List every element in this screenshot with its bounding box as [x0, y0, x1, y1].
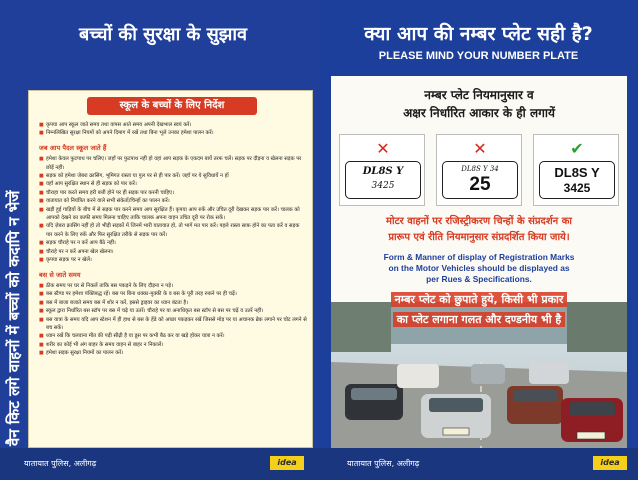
card-body	[39, 121, 307, 358]
walking-rules-list	[39, 155, 307, 264]
child-safety-title: बच्चों की सुरक्षा के सुझाव	[78, 24, 248, 45]
list-item: ■ सड़क चौराहे पर न करें आप बैठे नहीं।	[39, 239, 307, 247]
list-item: ■ वहाँ आप सुरक्षित स्थान से ही सड़क को पार करें।	[39, 180, 307, 188]
warning-line: का प्लेट लगाना गलत और दण्डनीय भी है	[393, 312, 566, 327]
registration-line: on the Motor Vehicles should be displayed as	[388, 263, 570, 273]
registration-line: प्रारूप एवं रीति नियमानुसार संप्रदर्शित किया जाये।	[388, 232, 570, 243]
number-plate-card	[331, 76, 627, 448]
list-item: ■ बस स्टैण्ड पर हमेशा पंक्तिबद्ध रहें। बस पर बिना धक्का-मुक्की के व बस के पूरी तरह रुकने पर ही चढ़ें।	[39, 290, 307, 298]
registration-line: मोटर वाहनों पर रजिस्ट्रीकरण चिन्हों के संप्रदर्शन का	[386, 216, 572, 227]
list-item: ■ ध्यान रखें कि चलवाना मीत की पड़ी सीढ़ी है या डूस पर कभी बैठ कर या खड़े होकर यात्रा न करें।	[39, 332, 307, 340]
number-plate-question-title: क्या आप की नम्बर प्लेट सही है?	[364, 23, 593, 45]
list-item: ■ चौराहा पार करते समय हरी बत्ती होने पर ही सड़क पार करनी चाहिए।	[39, 189, 307, 197]
plate-example-wrong-1	[339, 134, 425, 206]
list-item: ■ बस में बाजा बजाते समय बस में शोर न करें, इससे ड्राइवर का ध्यान बंटता है।	[39, 299, 307, 307]
plate-example-correct	[533, 134, 619, 206]
cross-icon: ✕	[376, 139, 390, 158]
plate-line: 25	[469, 174, 491, 195]
list-item: ■ निम्नलिखित सुरक्षा नियमों को अपने दिमाग में रखें तथा बिना भूले उनका हमेशा पालन करें।	[39, 129, 307, 137]
list-item: ■ शरीर का कोई भी अंग बाहर के समय वाहन से बाहर न निकालें।	[39, 341, 307, 349]
check-icon: ✔	[570, 139, 584, 158]
right-footer	[319, 448, 638, 480]
traffic-police-label: यातायात पुलिस, अलीगढ़	[24, 459, 97, 468]
plate-line: 3425	[563, 181, 591, 195]
walking-section-title: जब आप पैदल स्कूल जाते हैं	[39, 143, 107, 152]
plate-line: DL8S Y	[362, 166, 404, 177]
list-item: ■ सड़क को हमेशा जेबरा क्रासिंग, भूमिगत रास्ता या पुल पर से ही पार करें। जहाँ पर ये सुविधायें न हों	[39, 172, 307, 180]
number-plate	[442, 161, 518, 199]
bus-rules-list	[39, 282, 307, 358]
idea-logo: idea	[270, 456, 304, 470]
card-heading: स्कूल के बच्चों के लिए निर्देश	[87, 97, 257, 115]
number-plate-subtitle: PLEASE MIND YOUR NUMBER PLATE	[378, 50, 579, 62]
plate-rule-heading	[331, 86, 627, 122]
number-plate	[539, 161, 615, 199]
bus-section-title: बस से जाते समय	[39, 270, 81, 279]
warning-line: नम्बर प्लेट को छुपाते हुये, किसी भी प्रकार	[391, 292, 568, 307]
registration-line: per Rues & Specifications.	[426, 274, 532, 284]
list-item: ■ यातायात को नियंत्रित करने वाले सभी संकेतों/चिन्हों का पालन करें।	[39, 197, 307, 205]
plate-rule-line: नम्बर प्लेट नियमानुसार व	[424, 88, 534, 102]
plate-examples	[339, 134, 619, 206]
traffic-police-label: यातायात पुलिस, अलीगढ़	[347, 459, 420, 468]
list-item: ■ कृपया आप स्कूल जाते समय तथा वापस आते समय अपनी देखभाल स्वयं करें।	[39, 121, 307, 129]
registration-rule-english	[335, 252, 623, 285]
list-item: ■ बस यात्रा के समय यदि आप स्टेशन में ही हाथ से बस के हेंडे को अच्छा पकड़कर रखें जिससे मोड़ पर या अचानक ब्रेक लगाने पर चोट लगने से बच सकें।	[39, 316, 307, 333]
list-item: ■ खड़ी हुई गाड़ियों के बीच में से सड़क पार करने समय आप सुरक्षित हैं। कृपया आप रुकें और उचित दूरी देखकर सड़क पार करें। चालक को आपको देखने का काफी समय मिलना चाहिए ताकि चालक अपना वाहन उचित दूरी पर रोक सकें।	[39, 206, 307, 223]
intro-list	[39, 121, 307, 138]
list-item: ■ स्कूल द्वारा निर्धारित बस स्टॉप पर बस में चढ़े या उतरें। चौराहे पर या अनाधिकृत बस स्टॉप से बस पर चढ़ें व उतरें नहीं।	[39, 307, 307, 315]
cross-icon: ✕	[473, 139, 487, 158]
list-item: ■ यदि ज़ेबरा क्रासिंग नहीं हो तो भीड़ी सड़कों में जिनमें भारी यातायात हो, तो भागें मत पार करें। पहले रास्ता साफ़ होने का पता करें व सड़क पार करने के लिए रुकें और फिर सुरक्षित तरीके से सड़क पार करें।	[39, 222, 307, 239]
plate-line: DL8S Y 34	[461, 165, 499, 173]
plate-rule-line: अक्षर निर्धारित आकार के ही लगायें	[403, 106, 555, 120]
registration-line: Form & Manner of display of Registration Marks	[383, 252, 575, 262]
right-panel	[319, 0, 638, 480]
left-footer	[0, 448, 319, 480]
list-item: ■ ठीक समय पर घर से निकलें ताकि बस पकड़ने के लिए दौड़ना न पड़े।	[39, 282, 307, 290]
list-item: ■ हमेशा सड़क सुरक्षा नियमों का पालन करें।	[39, 349, 307, 357]
number-plate	[345, 161, 421, 199]
illegal-plate-warning	[331, 290, 627, 330]
vertical-warning-text: वैन किट लगे वाहनों में बच्चों को कदापि न भेजें	[5, 190, 23, 446]
list-item: ■ हमेशा केवल फुटपाथ पर चलिए। जहाँ पर फुटपाथ नहीं हो वहां आप सड़क के एकदम बायें तरफ चलें। सड़क पर दौड़ना व खेलना सड़क पर छोड़ें नहीं।	[39, 155, 307, 172]
plate-line: DL8S Y	[554, 165, 600, 180]
list-item: ■ चौराहे पर न करें अपना खेल खेलना।	[39, 248, 307, 256]
list-item: ■ कृपया सड़क पर न खेलें।	[39, 256, 307, 264]
registration-rule-hindi	[335, 214, 623, 246]
plate-line: 3425	[371, 181, 395, 191]
idea-logo: idea	[593, 456, 627, 470]
school-instructions-card	[28, 90, 313, 448]
plate-example-wrong-2	[436, 134, 522, 206]
